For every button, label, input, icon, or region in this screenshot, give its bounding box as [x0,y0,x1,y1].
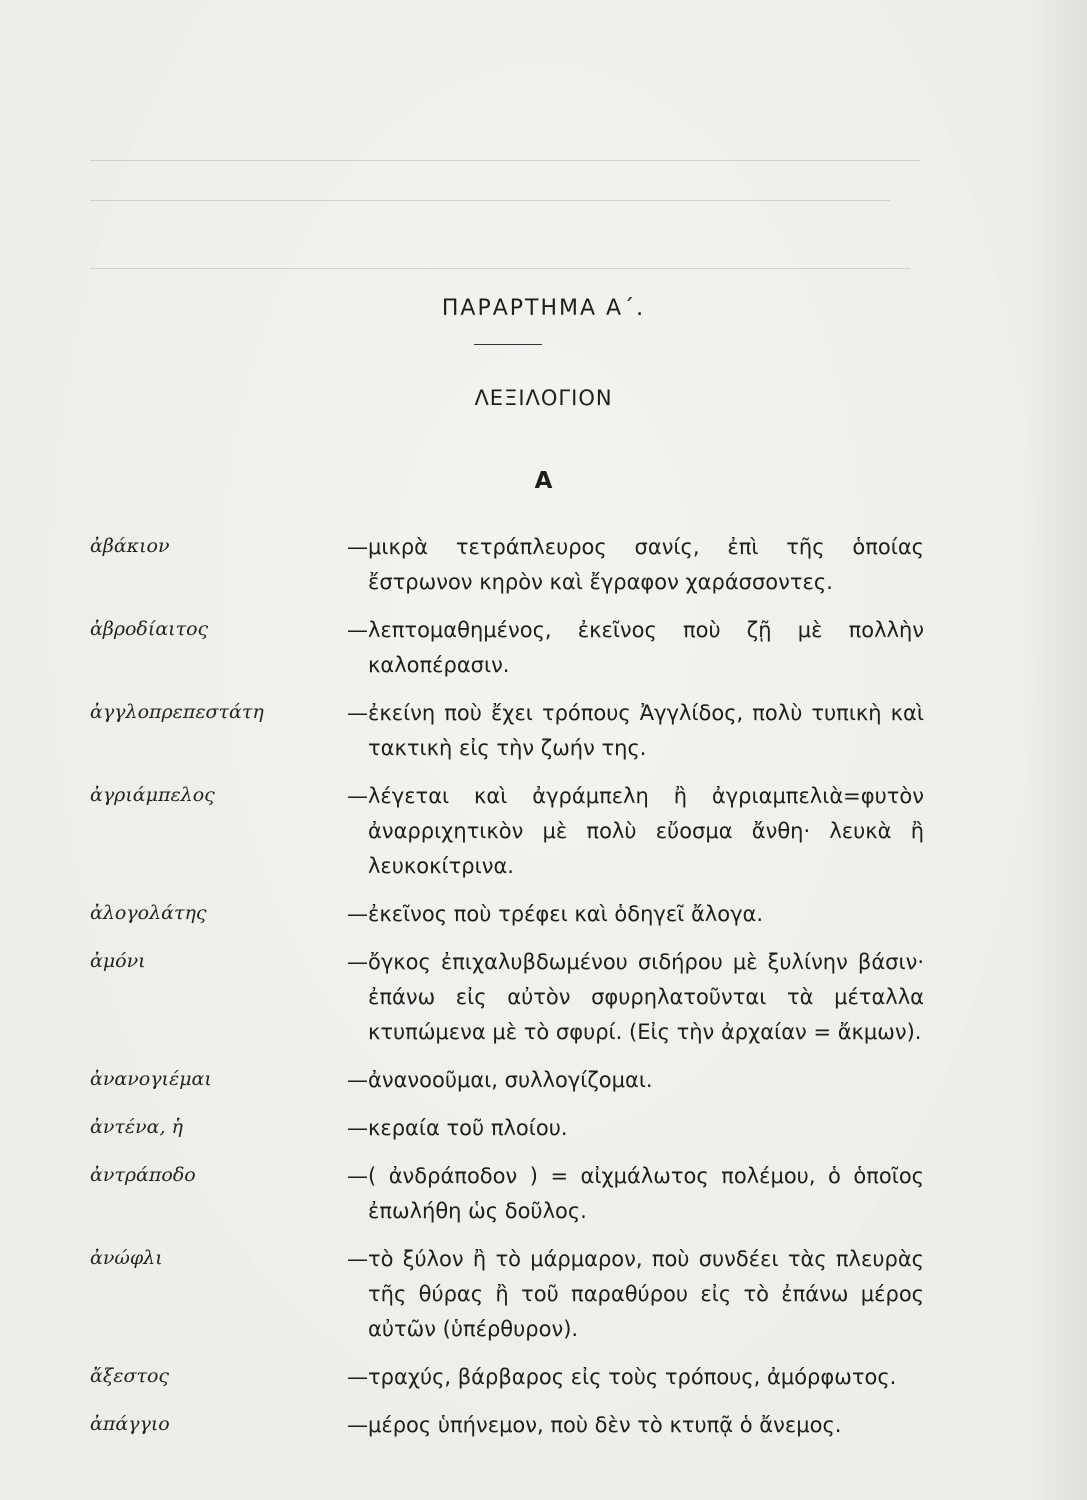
entry-headword: ἀνανογιέμαι [90,1068,212,1090]
entry-definition [347,530,924,600]
entry-dash: — [347,535,368,559]
entry-headword: ἀβροδίαιτος [90,618,209,640]
title-rule [474,344,542,345]
glossary-entry [0,897,1087,932]
glossary-entry [0,530,1087,600]
glossary-entry [0,1111,1087,1146]
entry-headword: ἀγγλοπρεπεστάτη [90,701,264,723]
glossary-entry [0,1159,1087,1229]
entry-definition-text: κεραία τοῦ πλοίου. [368,1116,568,1140]
glossary-entry [0,613,1087,683]
entry-definition-text: ἐκεῖνος ποὺ τρέφει καὶ ὁδηγεῖ ἄλογα. [368,902,764,926]
section-letter: Α [534,468,553,494]
entry-headword: ἀμόνι [90,950,146,972]
entry-headword: ἀπάγγιο [90,1413,170,1435]
entry-definition-text: ( ἀνδράποδον ) = αἰχμάλωτος πολέμου, ὁ ὁποῖος ἐπωλήθη ὡς δοῦλος. [368,1164,924,1223]
entry-headword: ἀντένα, ἡ [90,1116,183,1138]
entry-dash: — [347,1164,368,1188]
entry-definition [347,696,924,766]
entry-definition [347,1111,924,1146]
entry-dash: — [347,1116,368,1140]
entry-definition-text: λέγεται καὶ ἀγράμπελη ἢ ἀγριαμπελιὰ=φυτὸν ἀναρριχητικὸν μὲ πολὺ εὔοσμα ἄνθη· λευκὰ ἢ λευκοκίτρινα. [368,784,924,878]
glossary-entries [0,530,1087,1456]
entry-dash: — [347,701,368,725]
entry-definition [347,897,924,932]
glossary-entry [0,1063,1087,1098]
entry-dash: — [347,1068,368,1092]
entry-dash: — [347,618,368,642]
entry-definition [347,945,924,1050]
bleed-through-line [90,160,920,161]
entry-headword: ἄξεστος [90,1365,170,1387]
glossary-entry [0,1360,1087,1395]
entry-definition-text: τραχύς, βάρβαρος εἰς τοὺς τρόπους, ἀμόρφωτος. [368,1365,897,1389]
glossary-entry [0,696,1087,766]
entry-dash: — [347,1413,368,1437]
entry-definition [347,613,924,683]
glossary-entry [0,1242,1087,1347]
entry-definition [347,1242,924,1347]
entry-definition-text: τὸ ξύλον ἢ τὸ μάρμαρον, ποὺ συνδέει τὰς πλευρὰς τῆς θύρας ἢ τοῦ παραθύρου εἰς τὸ ἐπάνω μέρος αὐτῶν (ὑπέρθυρον). [368,1247,924,1341]
entry-headword: ἀγριάμπελος [90,784,215,806]
entry-definition-text: λεπτομαθημένος, ἐκεῖνος ποὺ ζῇ μὲ πολλὴν καλοπέρασιν. [368,618,924,677]
glossary-entry [0,779,1087,884]
entry-dash: — [347,784,368,808]
entry-headword: ἀλογολάτης [90,902,207,924]
entry-definition [347,1159,924,1229]
entry-headword: ἀντράποδο [90,1164,196,1186]
appendix-title: ΠΑΡΑΡΤΗΜΑ Α΄. [441,296,646,321]
entry-definition-text: ἐκείνη ποὺ ἔχει τρόπους Ἀγγλίδος, πολὺ τυπικὴ καὶ τακτικὴ εἰς τὴν ζωήν της. [368,701,924,760]
entry-definition [347,1408,924,1443]
lexicon-title: ΛΕΞΙΛΟΓΙΟΝ [474,386,613,410]
bleed-through-line [90,268,910,269]
entry-definition [347,1063,924,1098]
entry-definition-text: μικρὰ τετράπλευρος σανίς, ἐπὶ τῆς ὁποίας ἔστρωνον κηρὸν καὶ ἔγραφον χαράσσοντες. [368,535,924,594]
entry-definition [347,779,924,884]
entry-dash: — [347,902,368,926]
glossary-entry [0,945,1087,1050]
entry-dash: — [347,950,368,974]
entry-definition-text: ἀνανοοῦμαι, συλλογίζομαι. [368,1068,653,1092]
entry-definition [347,1360,924,1395]
entry-dash: — [347,1365,368,1389]
glossary-entry [0,1408,1087,1443]
entry-definition-text: μέρος ὑπήνεμον, ποὺ δὲν τὸ κτυπᾷ ὁ ἄνεμος. [368,1413,842,1437]
bleed-through-line [90,200,890,201]
entry-headword: ἀνώφλι [90,1247,163,1269]
entry-headword: ἀβάκιον [90,535,170,557]
entry-dash: — [347,1247,368,1271]
entry-definition-text: ὄγκος ἐπιχαλυβδωμένου σιδήρου μὲ ξυλίνην βάσιν· ἐπάνω εἰς αὐτὸν σφυρηλατοῦνται τὰ μέταλλα κτυπώμενα μὲ τὸ σφυρί. (Εἰς τὴν ἀρχαίαν = ἄκμων). [368,950,924,1044]
